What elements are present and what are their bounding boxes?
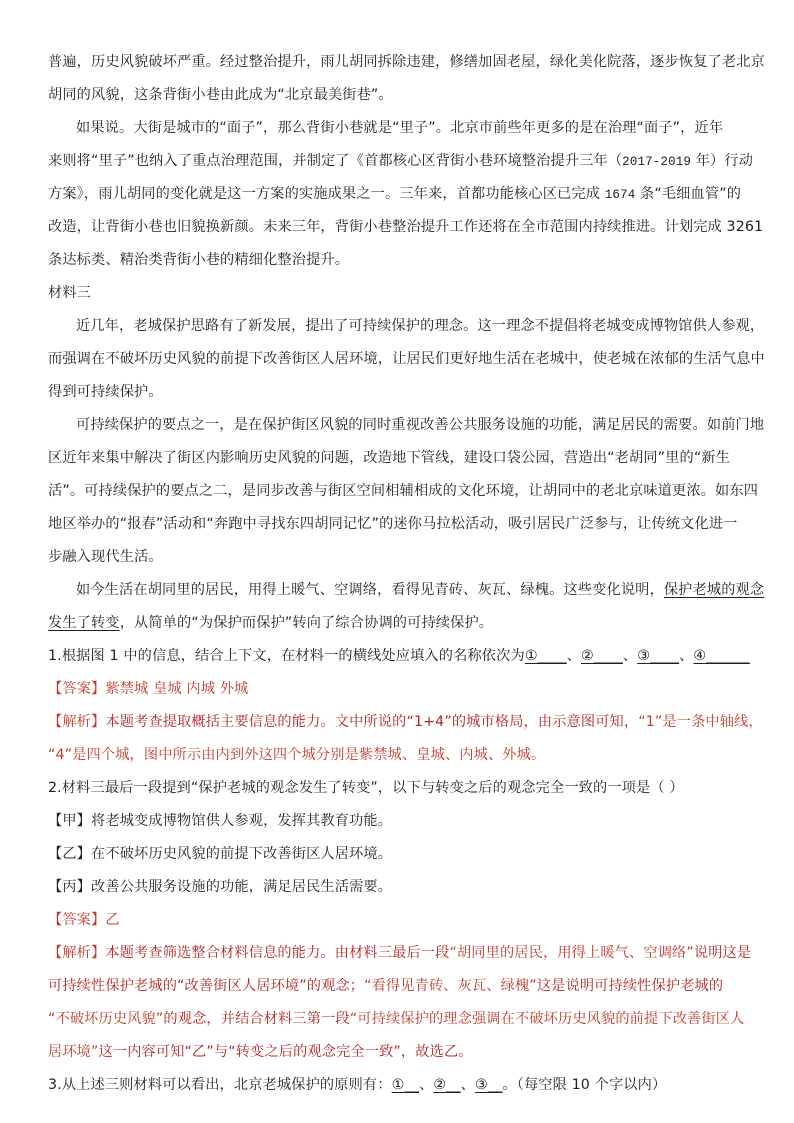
question-1-analysis <box>48 745 748 765</box>
paragraph-line <box>48 184 748 205</box>
answer-text: 紫禁城 皇城 内城 外城 <box>105 681 249 697</box>
question-2-analysis <box>48 1042 748 1062</box>
answer-blank: ③__ <box>475 1077 503 1093</box>
text-span: 1674 <box>604 188 636 202</box>
paragraph-line <box>76 580 776 600</box>
question-1-answer <box>48 679 748 699</box>
question-2-stem: 2.材料三最后一段提到“保护老城的观念发生了转变”，以下与转变之后的观念完全一致的一项是（ ） <box>48 780 684 796</box>
analysis-text: “4”是四个城，图中所示由内到外这四个城分别是紫禁城、皇城、内城、外城。 <box>48 747 546 763</box>
analysis-text: 本题考查提取概括主要信息的能力。文中所说的“1+4”的城市格局，由示意图可知， <box>105 714 639 730</box>
question-2-analysis <box>48 1009 748 1029</box>
question-1-analysis <box>48 712 763 732</box>
paragraph-line: 步融入现代生活。 <box>48 549 163 565</box>
answer-blank: ④______ <box>693 648 750 664</box>
analysis-quote: 居环境” <box>48 1044 99 1060</box>
text-span: 方案》，雨儿胡同的变化就是这一方案的实施成果之一。三年来，首都功能核心区已完成 <box>48 186 605 202</box>
option-a: 【甲】将老城变成博物馆供人参观，发挥其教育功能。 <box>48 813 393 829</box>
question-2-answer <box>48 910 748 930</box>
section-heading: 材料三 <box>48 285 92 301</box>
answer-blank: ①____ <box>524 648 567 664</box>
paragraph-line: 近几年，老城保护思路有了新发展，提出了可持续保护的理念。这一理念不提倡将老城变成博物馆供人参观， <box>76 318 765 334</box>
analysis-quote: “可持续保护的理念强调在不破坏历史风貌的前提下改善街区人 <box>349 1011 745 1027</box>
paragraph-line: 而强调在不破坏历史风貌的前提下改善街区人居环境，让居民们更好地生活在老城中，使老城在浓郁的生活气息中 <box>48 351 765 367</box>
question-2-analysis <box>48 943 752 963</box>
separator: 、 <box>679 648 694 664</box>
option-b: 【乙】在不破坏历史风貌的前提下改善街区人居环境。 <box>48 846 393 862</box>
underlined-phrase: 保护老城的观念 <box>663 582 765 598</box>
analysis-label: 【解析】 <box>48 945 106 961</box>
paragraph-line: 普遍，历史风貌破坏严重。经过整治提升，雨儿胡同拆除违建，修缮加固老屋，绿化美化院落，逐步恢复了老北京 <box>48 54 765 70</box>
analysis-text: 这是说明可持续性保护老城的 <box>536 978 724 994</box>
answer-label: 【答案】 <box>48 912 106 928</box>
question-1-stem <box>48 646 748 666</box>
paragraph-line <box>48 151 754 172</box>
paragraph-line: 改造，让背街小巷也旧貌换新颜。未来三年，背街小巷整治提升工作还将在全市范围内持续推进。计划完成 3261 <box>48 219 764 235</box>
analysis-quote: “不破坏历史风貌” <box>48 1011 164 1027</box>
analysis-text: 的观念，并结合材料三第一段 <box>163 1011 350 1027</box>
separator: 、 <box>566 648 582 664</box>
question-2-analysis <box>48 976 748 996</box>
question-3-stem <box>48 1075 748 1095</box>
text-span: 2017-2019 <box>622 155 692 169</box>
analysis-quote: “看得见青砖、灰瓦、绿槐” <box>364 978 537 994</box>
text-span: 条“毛细血管”的 <box>635 186 742 202</box>
separator: 、 <box>622 648 638 664</box>
analysis-label: 【解析】 <box>48 714 106 730</box>
text-span: 1.根据图 1 中的信息，结合上下文，在材料一的横线处应填入的名称依次为 <box>48 648 525 664</box>
paragraph-line: 得到可持续保护。 <box>48 384 163 400</box>
answer-blank: ②__ <box>433 1077 461 1093</box>
text-span: 来则将“里子”也纳入了重点治理范围，并制定了《首都核心区背街小巷环境整治提升三年（ <box>48 153 623 169</box>
paragraph-line: 地区举办的“报春”活动和“奔跑中寻找东四胡同记忆”的迷你马拉松活动，吸引居民广泛参与，让传统文化进一 <box>48 516 738 532</box>
answer-text: 乙 <box>105 912 120 928</box>
paragraph-line: 活”。可持续保护的要点之二，是同步改善与街区空间相辅相成的文化环境，让胡同中的老北京味道更浓。如东四 <box>48 483 759 499</box>
text-span: ，从简单的“为保护而保护”转向了综合协调的可持续保护。 <box>119 615 494 631</box>
separator: 、 <box>460 1077 476 1093</box>
text-span: 3.从上述三则材料可以看出，北京老城保护的原则有： <box>48 1077 392 1093</box>
answer-blank: ①__ <box>391 1077 419 1093</box>
paragraph-line: 条达标类、精治类背街小巷的精细化整治提升。 <box>48 252 350 268</box>
option-c: 【丙】改善公共服务设施的功能，满足居民生活需要。 <box>48 879 393 895</box>
answer-blank: ③____ <box>637 648 680 664</box>
analysis-quote: “胡同里的居民，用得上暖气、空调络” <box>449 945 694 961</box>
analysis-text: 可持续性保护老城的“改善街区人居环境”的观念； <box>48 978 365 994</box>
paragraph-line <box>48 613 748 633</box>
answer-label: 【答案】 <box>48 681 106 697</box>
paragraph-line: 可持续保护的要点之一，是在保护街区风貌的同时重视改善公共服务设施的功能，满足居民的需要。如前门地 <box>76 417 765 433</box>
answer-blank: ②____ <box>581 648 623 664</box>
text-span: 如今生活在胡同里的居民，用得上暖气、空调络，看得见青砖、灰瓦、绿槐。这些变化说明， <box>76 582 664 598</box>
paragraph-line: 如果说。大街是城市的“面子”，那么背街小巷就是“里子”。北京市前些年更多的是在治理“面子”，近年 <box>76 120 724 136</box>
separator: 、 <box>418 1077 434 1093</box>
paragraph-line: 胡同的风貌，这条背街小巷由此成为“北京最美街巷”。 <box>48 87 393 103</box>
analysis-text: 说明这是 <box>693 945 752 961</box>
text-span: 年）行动 <box>691 153 754 169</box>
analysis-text: 这一内容可知“乙”与“转变之后的观念完全一致”，故选乙。 <box>98 1044 473 1060</box>
paragraph-line: 区近年来集中解决了街区内影响历史风貌的问题，改造地下管线，建设口袋公园，营造出“老胡同”里的“新生 <box>48 450 731 466</box>
text-span: 。（每空限 10 个字以内） <box>502 1077 667 1093</box>
analysis-text: “1”是一条中轴线， <box>638 714 763 730</box>
analysis-text: 本题考查筛选整合材料信息的能力。由材料三最后一段 <box>105 945 450 961</box>
underlined-phrase: 发生了转变 <box>48 615 120 631</box>
